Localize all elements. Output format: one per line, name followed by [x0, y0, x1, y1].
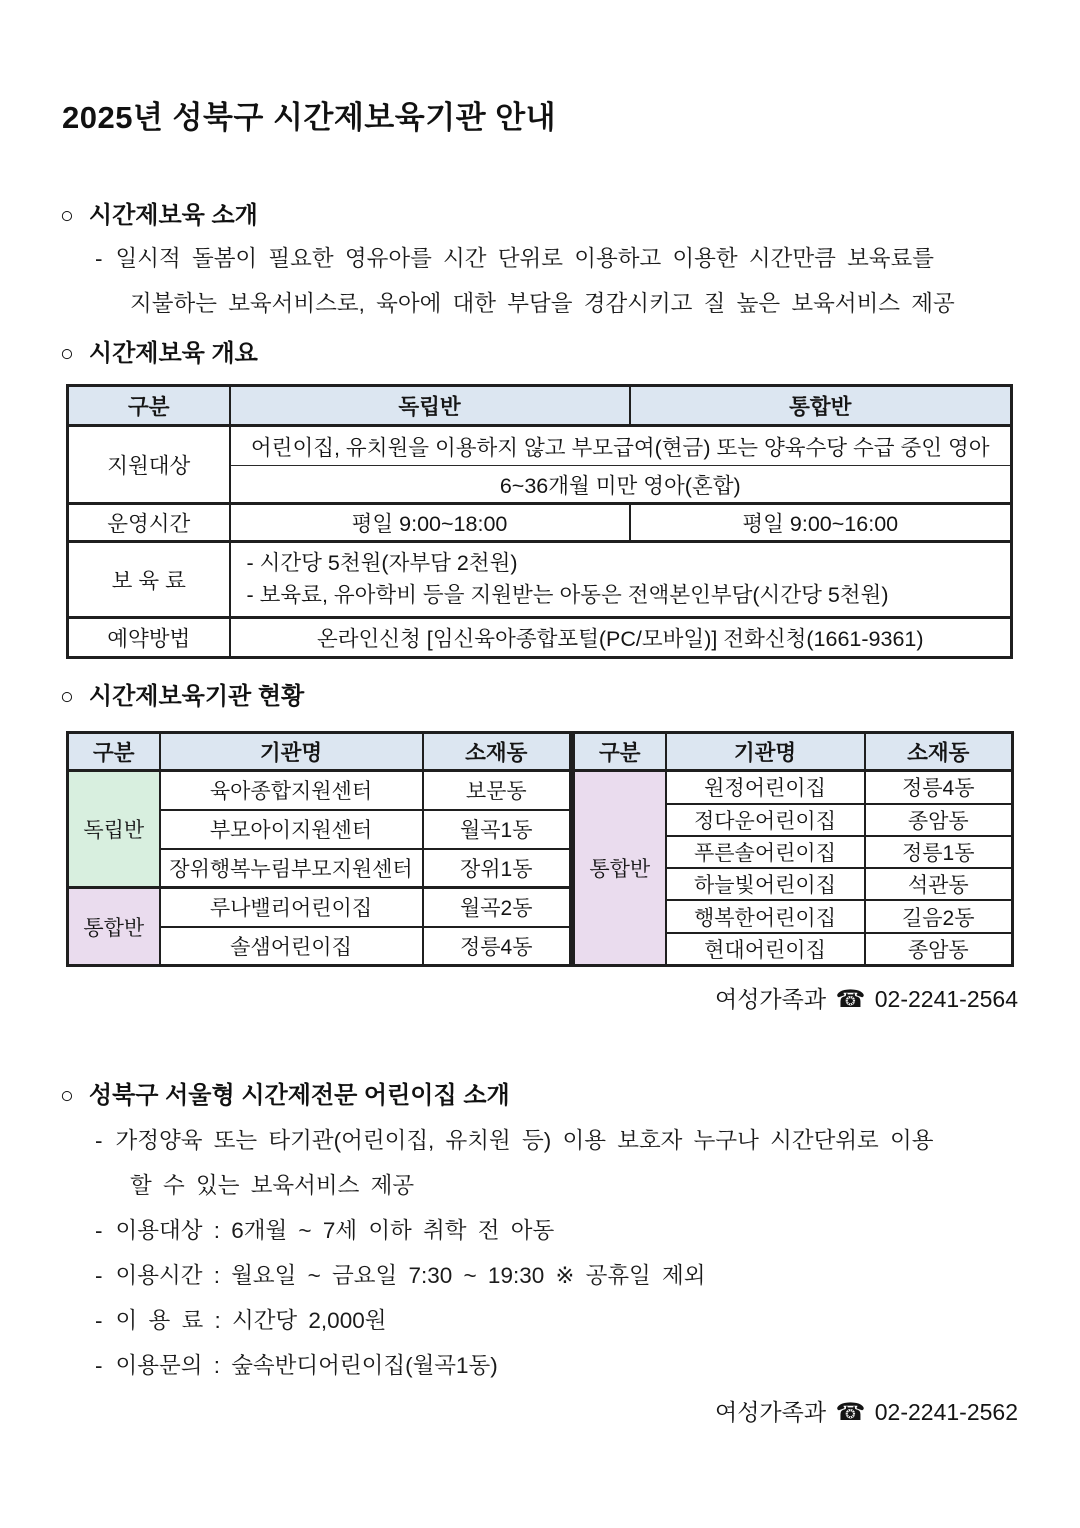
left-header-category: 구분	[68, 733, 160, 771]
contact-number: 02-2241-2562	[874, 1399, 1018, 1425]
intro-bullet-line-1	[95, 236, 1080, 281]
left-header-name: 기관명	[160, 733, 423, 771]
institution-table-right	[572, 731, 1014, 967]
hours-independent: 평일 9:00~18:00	[230, 504, 630, 542]
contact-dept: 여성가족과	[714, 1399, 827, 1425]
seoul-bullet-5-text: 이용문의 : 숲속반디어린이집(월곡1동)	[115, 1353, 498, 1378]
support-target-label: 지원대상	[68, 426, 230, 504]
group-label-integrated: 통합반	[68, 888, 160, 966]
seoul-bullet-3	[95, 1253, 1080, 1298]
institution-name: 하늘빛어린이집	[666, 868, 865, 900]
seoul-bullet-4	[95, 1298, 1080, 1343]
institution-name: 푸른솔어린이집	[666, 836, 865, 868]
table-row	[68, 504, 1012, 542]
section-heading-seoul-type	[60, 1076, 1080, 1116]
contact-line-childcare	[0, 983, 1018, 1016]
institution-dong: 종암동	[865, 933, 1013, 966]
contact-line-seoul-type	[0, 1396, 1018, 1429]
intro-text-line-1: 일시적 돌봄이 필요한 영유아를 시간 단위로 이용하고 이용한 시간만큼 보육료를	[115, 246, 935, 271]
dash-bullet: -	[95, 1218, 103, 1243]
page-title: 2025년 성북구 시간제보육기관 안내	[62, 100, 557, 135]
institution-name: 행복한어린이집	[666, 900, 865, 932]
institution-dong: 정릉4동	[423, 927, 571, 966]
circle-bullet-icon: ○	[60, 340, 74, 366]
phone-icon: ☎	[835, 986, 866, 1013]
section-heading-status-label: 시간제보육기관 현황	[88, 683, 305, 710]
table-row	[68, 542, 1012, 618]
institution-table-left	[66, 731, 572, 967]
circle-bullet-icon: ○	[60, 202, 74, 228]
fee-line-1: - 시간당 5천원(자부담 2천원)	[246, 551, 518, 576]
institution-tables	[66, 731, 1080, 967]
group-label-independent: 독립반	[68, 771, 160, 888]
hours-label: 운영시간	[68, 504, 230, 542]
dash-bullet: -	[95, 1263, 103, 1288]
right-header-category: 구분	[574, 733, 666, 771]
seoul-bullet-5	[95, 1343, 1080, 1388]
section-heading-intro-label: 시간제보육 소개	[88, 202, 258, 229]
table-row	[68, 618, 1012, 658]
institution-dong: 월곡2동	[423, 888, 571, 927]
phone-icon: ☎	[835, 1399, 866, 1426]
institution-name: 원정어린이집	[666, 771, 865, 804]
table-row	[68, 771, 571, 810]
seoul-bullet-2	[95, 1208, 1080, 1253]
right-header-name: 기관명	[666, 733, 865, 771]
overview-table	[66, 384, 1013, 659]
dash-bullet: -	[95, 246, 103, 271]
group-label-integrated: 통합반	[574, 771, 666, 966]
section-heading-status	[60, 677, 1080, 717]
dash-bullet: -	[95, 1128, 103, 1153]
institution-right-header-row	[574, 733, 1013, 771]
seoul-bullet-3-text: 이용시간 : 월요일 ~ 금요일 7:30 ~ 19:30 ※ 공휴일 제외	[115, 1263, 706, 1288]
table-row	[574, 771, 1013, 804]
institution-dong: 석관동	[865, 868, 1013, 900]
overview-header-independent: 독립반	[230, 386, 630, 426]
reservation-label: 예약방법	[68, 618, 230, 658]
section-heading-intro	[60, 196, 1080, 236]
support-target-row1: 어린이집, 유치원을 이용하지 않고 부모급여(현금) 또는 양육수당 수급 중인 영아	[230, 426, 1012, 466]
institution-dong: 장위1동	[423, 849, 571, 888]
institution-name: 장위행복누림부모지원센터	[160, 849, 423, 888]
institution-dong: 월곡1동	[423, 810, 571, 849]
hours-integrated: 평일 9:00~16:00	[630, 504, 1012, 542]
seoul-bullet-1-line-1: 가정양육 또는 타기관(어린이집, 유치원 등) 이용 보호자 누구나 시간단위로 이용	[115, 1128, 934, 1153]
support-target-row2: 6~36개월 미만 영아(혼합)	[230, 466, 1012, 504]
institution-name: 부모아이지원센터	[160, 810, 423, 849]
contact-number: 02-2241-2564	[874, 986, 1018, 1012]
circle-bullet-icon: ○	[60, 1082, 74, 1108]
seoul-bullet-2-text: 이용대상 : 6개월 ~ 7세 이하 취학 전 아동	[115, 1218, 555, 1243]
right-header-dong: 소재동	[865, 733, 1013, 771]
seoul-bullet-1-line-2: 할 수 있는 보육서비스 제공	[130, 1173, 415, 1198]
reservation-value: 온라인신청 [임신육아종합포털(PC/모바일)] 전화신청(1661-9361)	[230, 618, 1012, 658]
dash-bullet: -	[95, 1308, 103, 1333]
seoul-bullet-4-text: 이 용 료 : 시간당 2,000원	[115, 1308, 387, 1333]
table-row	[68, 426, 1012, 466]
table-row	[68, 888, 571, 927]
institution-dong: 종암동	[865, 804, 1013, 836]
fee-cell	[230, 542, 1012, 618]
overview-header-integrated: 통합반	[630, 386, 1012, 426]
institution-name: 현대어린이집	[666, 933, 865, 966]
overview-table-header-row	[68, 386, 1012, 426]
fee-label: 보 육 료	[68, 542, 230, 618]
institution-dong: 정릉1동	[865, 836, 1013, 868]
institution-dong: 정릉4동	[865, 771, 1013, 804]
overview-header-category: 구분	[68, 386, 230, 426]
fee-line-2: - 보육료, 유아학비 등을 지원받는 아동은 전액본인부담(시간당 5천원)	[246, 582, 889, 607]
institution-name: 루나밸리어린이집	[160, 888, 423, 927]
section-heading-seoul-type-label: 성북구 서울형 시간제전문 어린이집 소개	[88, 1082, 510, 1109]
seoul-type-bullets	[0, 1118, 1080, 1388]
left-header-dong: 소재동	[423, 733, 571, 771]
intro-text-line-2: 지불하는 보육서비스로, 육아에 대한 부담을 경감시키고 질 높은 보육서비스 제공	[130, 291, 955, 316]
section-heading-overview-label: 시간제보육 개요	[88, 340, 258, 367]
institution-name: 정다운어린이집	[666, 804, 865, 836]
contact-dept: 여성가족과	[714, 986, 827, 1012]
institution-left-header-row	[68, 733, 571, 771]
institution-name: 솔샘어린이집	[160, 927, 423, 966]
institution-dong: 보문동	[423, 771, 571, 810]
institution-name: 육아종합지원센터	[160, 771, 423, 810]
seoul-bullet-1	[95, 1118, 1080, 1163]
dash-bullet: -	[95, 1353, 103, 1378]
section-heading-overview	[60, 334, 1080, 374]
circle-bullet-icon: ○	[60, 683, 74, 709]
institution-dong: 길음2동	[865, 900, 1013, 932]
